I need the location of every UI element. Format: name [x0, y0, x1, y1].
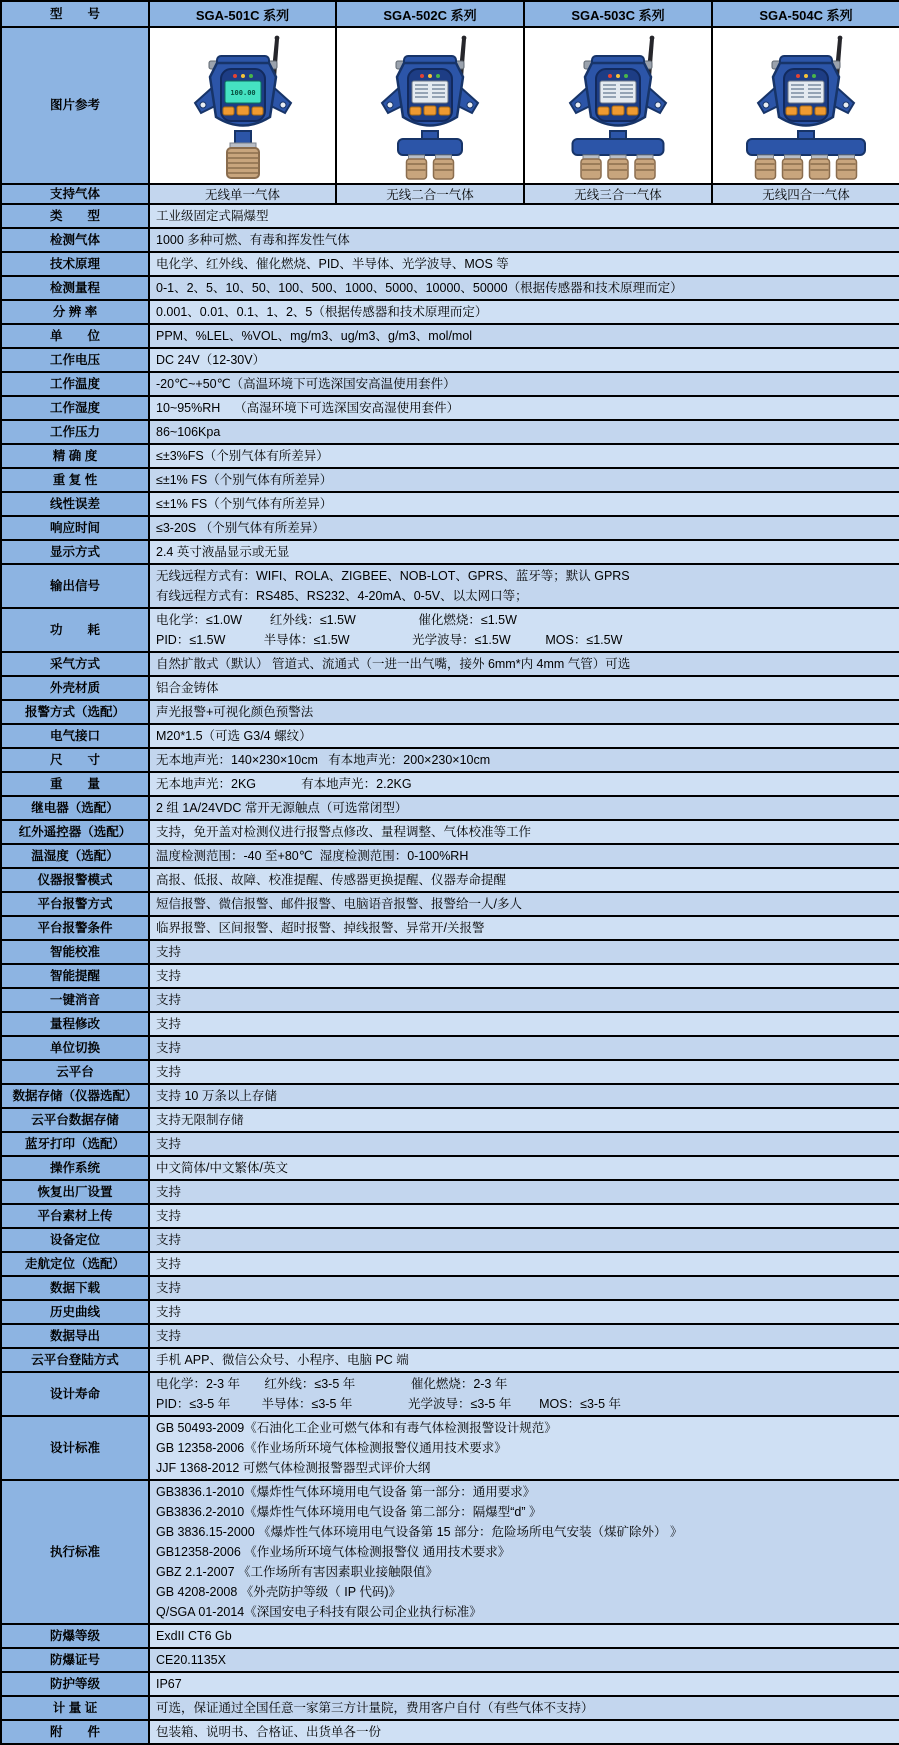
table-row: [1, 1228, 899, 1252]
spec-value: [149, 988, 899, 1012]
spec-value: [149, 772, 899, 796]
spec-label: 工作湿度: [1, 396, 149, 420]
spec-value: [149, 1204, 899, 1228]
spec-label: 走航定位（选配）: [1, 1252, 149, 1276]
gas-detector-4-sensor: [720, 31, 892, 181]
spec-value-line: 1000 多种可燃、有毒和挥发性气体: [156, 233, 350, 247]
spec-value: [149, 1648, 899, 1672]
model-row-label: 型 号: [1, 1, 149, 27]
spec-label: 数据下载: [1, 1276, 149, 1300]
spec-value-line: 支持: [156, 1065, 182, 1079]
spec-label: 重 量: [1, 772, 149, 796]
spec-value-line: ≤±3%FS（个别气体有所差异）: [156, 449, 329, 463]
spec-value-line: 支持: [156, 1185, 182, 1199]
table-row: [1, 1204, 899, 1228]
table-row: [1, 1372, 899, 1416]
model-header: SGA-501C 系列: [149, 1, 336, 27]
spec-label: 执行标准: [1, 1480, 149, 1624]
table-row: [1, 1156, 899, 1180]
spec-value-line: 支持: [156, 1209, 182, 1223]
spec-value: [149, 676, 899, 700]
spec-label: 设计标准: [1, 1416, 149, 1480]
spec-value-line: 支持: [156, 993, 182, 1007]
spec-label: 采气方式: [1, 652, 149, 676]
device-image-cell: [712, 27, 899, 184]
spec-label: 智能校准: [1, 940, 149, 964]
table-row: [1, 652, 899, 676]
spec-value-line: 包装箱、说明书、合格证、出货单各一份: [156, 1725, 382, 1739]
table-row: [1, 608, 899, 652]
model-header: SGA-504C 系列: [712, 1, 899, 27]
spec-value-line: PID：≤1.5W 半导体：≤1.5W 光学波导：≤1.5W MOS：≤1.5W: [156, 633, 623, 647]
spec-value-line: 支持无限制存储: [156, 1113, 244, 1127]
spec-label: 数据导出: [1, 1324, 149, 1348]
spec-value: [149, 1156, 899, 1180]
spec-value: [149, 844, 899, 868]
table-row: [1, 1060, 899, 1084]
table-row: [1, 916, 899, 940]
spec-value-line: GB 50493-2009《石油化工企业可燃气体和有毒气体检测报警设计规范》: [156, 1421, 557, 1435]
table-row: [1, 1132, 899, 1156]
spec-label: 数据存储（仪器选配）: [1, 1084, 149, 1108]
spec-value-line: ≤3-20S （个别气体有所差异）: [156, 521, 325, 535]
spec-label: 响应时间: [1, 516, 149, 540]
spec-value: [149, 1624, 899, 1648]
table-row: [1, 1012, 899, 1036]
spec-label: 报警方式（选配）: [1, 700, 149, 724]
spec-value-line: 工业级固定式隔爆型: [156, 209, 269, 223]
spec-value: [149, 1300, 899, 1324]
spec-value: [149, 1252, 899, 1276]
spec-value-line: CE20.1135X: [156, 1653, 226, 1667]
spec-value-line: 短信报警、微信报警、邮件报警、电脑语音报警、报警给一人/多人: [156, 897, 522, 911]
table-row: [1, 1324, 899, 1348]
spec-label: 云平台数据存储: [1, 1108, 149, 1132]
spec-value-line: GB3836.2-2010《爆炸性气体环境用电气设备 第二部分：隔爆型“d” 》: [156, 1505, 542, 1519]
spec-value: [149, 1180, 899, 1204]
table-row: [1, 564, 899, 608]
spec-value: [149, 1108, 899, 1132]
spec-value-line: 电化学：2-3 年 红外线：≤3-5 年 催化燃烧：2-3 年: [156, 1377, 508, 1391]
spec-value-line: Q/SGA 01-2014《深国安电子科技有限公司企业执行标准》: [156, 1605, 482, 1619]
spec-value: [149, 724, 899, 748]
table-row: [1, 724, 899, 748]
spec-value-line: 10~95%RH （高湿环境下可选深国安高湿使用套件）: [156, 401, 460, 415]
spec-value-line: 有线远程方式有：RS485、RS232、4-20mA、0-5V、以太网口等；: [156, 589, 528, 603]
spec-value-line: 支持: [156, 1233, 182, 1247]
spec-value: [149, 1480, 899, 1624]
table-row: [1, 964, 899, 988]
spec-value: [149, 652, 899, 676]
spec-value-line: 支持 10 万条以上存储: [156, 1089, 277, 1103]
spec-value-line: DC 24V（12-30V）: [156, 353, 266, 367]
supported-gas-row: [1, 184, 899, 204]
spec-value-line: 中文简体/中文繁体/英文: [156, 1161, 288, 1175]
spec-label: 工作压力: [1, 420, 149, 444]
table-row: [1, 1300, 899, 1324]
spec-value: [149, 1672, 899, 1696]
spec-value: [149, 1324, 899, 1348]
spec-value: [149, 228, 899, 252]
spec-value: [149, 1084, 899, 1108]
table-row: [1, 1180, 899, 1204]
model-header-row: [1, 1, 899, 27]
spec-value-line: GBZ 2.1-2007 《工作场所有害因素职业接触限值》: [156, 1565, 438, 1579]
supported-gas-value: 无线三合一气体: [524, 184, 712, 204]
spec-value-line: GB 12358-2006《作业场所环境气体检测报警仪通用技术要求》: [156, 1441, 507, 1455]
table-row: [1, 1084, 899, 1108]
table-row: [1, 1720, 899, 1744]
supported-gas-value: 无线四合一气体: [712, 184, 899, 204]
spec-value-line: 支持: [156, 969, 182, 983]
table-row: [1, 372, 899, 396]
table-row: [1, 844, 899, 868]
spec-value-line: JJF 1368-2012 可燃气体检测报警器型式评价大纲: [156, 1461, 431, 1475]
image-row-label: 图片参考: [1, 27, 149, 184]
spec-label: 显示方式: [1, 540, 149, 564]
spec-label: 一键消音: [1, 988, 149, 1012]
spec-value-line: 铝合金铸体: [156, 681, 219, 695]
spec-value-line: 临界报警、区间报警、超时报警、掉线报警、异常开/关报警: [156, 921, 485, 935]
spec-label: 功 耗: [1, 608, 149, 652]
spec-value: [149, 204, 899, 228]
table-row: [1, 324, 899, 348]
spec-value-line: ExdII CT6 Gb: [156, 1629, 232, 1643]
spec-value-line: 0.001、0.01、0.1、1、2、5（根据传感器和技术原理而定）: [156, 305, 488, 319]
spec-label: 平台报警方式: [1, 892, 149, 916]
table-row: [1, 940, 899, 964]
spec-label: 平台素材上传: [1, 1204, 149, 1228]
spec-label: 分 辨 率: [1, 300, 149, 324]
spec-value: [149, 1132, 899, 1156]
spec-value-line: 支持: [156, 1305, 182, 1319]
spec-label: 设备定位: [1, 1228, 149, 1252]
spec-value-line: 支持: [156, 1137, 182, 1151]
spec-value: [149, 820, 899, 844]
table-row: [1, 772, 899, 796]
gas-detector-1-sensor: [157, 31, 329, 181]
spec-value: [149, 1348, 899, 1372]
spec-label: 温湿度（选配）: [1, 844, 149, 868]
spec-value-line: 手机 APP、微信公众号、小程序、电脑 PC 端: [156, 1353, 409, 1367]
spec-value: [149, 252, 899, 276]
spec-value-line: 高报、低报、故障、校准提醒、传感器更换提醒、仪器寿命提醒: [156, 873, 507, 887]
spec-label: 外壳材质: [1, 676, 149, 700]
spec-value: [149, 444, 899, 468]
table-row: [1, 1348, 899, 1372]
spec-value-line: 无本地声光：2KG 有本地声光：2.2KG: [156, 777, 412, 791]
spec-label: 工作温度: [1, 372, 149, 396]
spec-value: [149, 892, 899, 916]
spec-value-line: 无本地声光：140×230×10cm 有本地声光：200×230×10cm: [156, 753, 491, 767]
image-row: [1, 27, 899, 184]
spec-value: [149, 1276, 899, 1300]
spec-value-line: GB 3836.15-2000 《爆炸性气体环境用电气设备第 15 部分：危险场所电气安装（煤矿除外） 》: [156, 1525, 683, 1539]
table-row: [1, 1252, 899, 1276]
spec-label: 输出信号: [1, 564, 149, 608]
supported-gas-value: 无线二合一气体: [336, 184, 524, 204]
spec-value-line: 支持: [156, 1041, 182, 1055]
device-image-cell: [336, 27, 524, 184]
spec-value-line: 温度检测范围：-40 至+80℃ 湿度检测范围：0-100%RH: [156, 849, 469, 863]
spec-value-line: 无线远程方式有：WIFI、ROLA、ZIGBEE、NOB-LOT、GPRS、蓝牙等；默认 GPRS: [156, 569, 630, 583]
spec-value: [149, 700, 899, 724]
spec-label: 计 量 证: [1, 1696, 149, 1720]
table-row: [1, 1696, 899, 1720]
table-row: [1, 700, 899, 724]
spec-label: 仪器报警模式: [1, 868, 149, 892]
spec-label: 操作系统: [1, 1156, 149, 1180]
spec-label: 技术原理: [1, 252, 149, 276]
table-row: [1, 516, 899, 540]
spec-value-line: ≤±1% FS（个别气体有所差异）: [156, 497, 333, 511]
table-row: [1, 348, 899, 372]
gas-detector-3-sensor: [532, 31, 704, 181]
spec-value-line: 支持: [156, 1017, 182, 1031]
spec-value-line: 支持: [156, 1281, 182, 1295]
spec-value-line: 支持: [156, 945, 182, 959]
spec-value: [149, 940, 899, 964]
spec-label: 防爆证号: [1, 1648, 149, 1672]
spec-label: 恢复出厂设置: [1, 1180, 149, 1204]
spec-value-line: GB 4208-2008 《外壳防护等级（ IP 代码)》: [156, 1585, 401, 1599]
spec-value: [149, 324, 899, 348]
table-row: [1, 204, 899, 228]
spec-label: 单 位: [1, 324, 149, 348]
spec-label: 云平台: [1, 1060, 149, 1084]
spec-label: 检测量程: [1, 276, 149, 300]
spec-value: [149, 796, 899, 820]
gas-detector-2-sensor: [344, 31, 516, 181]
spec-value-line: PPM、%LEL、%VOL、mg/m3、ug/m3、g/m3、mol/mol: [156, 329, 473, 343]
spec-value-line: 支持，免开盖对检测仪进行报警点修改、量程调整、气体校准等工作: [156, 825, 532, 839]
spec-value: [149, 608, 899, 652]
spec-value-line: 声光报警+可视化颜色预警法: [156, 705, 314, 719]
supported-gas-label: 支持气体: [1, 184, 149, 204]
table-row: [1, 1416, 899, 1480]
table-row: [1, 468, 899, 492]
spec-label: 智能提醒: [1, 964, 149, 988]
spec-label: 防护等级: [1, 1672, 149, 1696]
spec-value-line: IP67: [156, 1677, 182, 1691]
table-row: [1, 420, 899, 444]
table-row: [1, 796, 899, 820]
spec-label: 防爆等级: [1, 1624, 149, 1648]
spec-label: 红外遥控器（选配）: [1, 820, 149, 844]
spec-value-line: 支持: [156, 1329, 182, 1343]
spec-value: [149, 420, 899, 444]
spec-value: [149, 372, 899, 396]
table-row: [1, 1276, 899, 1300]
spec-value: [149, 1720, 899, 1744]
spec-value-line: ≤±1% FS（个别气体有所差异）: [156, 473, 333, 487]
spec-value-line: M20*1.5（可选 G3/4 螺纹）: [156, 729, 312, 743]
spec-label: 量程修改: [1, 1012, 149, 1036]
spec-value: [149, 1228, 899, 1252]
spec-label: 线性误差: [1, 492, 149, 516]
table-row: [1, 1672, 899, 1696]
spec-value: [149, 468, 899, 492]
spec-label: 云平台登陆方式: [1, 1348, 149, 1372]
table-row: [1, 252, 899, 276]
spec-label: 设计寿命: [1, 1372, 149, 1416]
table-row: [1, 300, 899, 324]
spec-value: [149, 1036, 899, 1060]
spec-value-line: 可选，保证通过全国任意一家第三方计量院，费用客户自付（有些气体不支持）: [156, 1701, 594, 1715]
spec-label: 继电器（选配）: [1, 796, 149, 820]
spec-value: [149, 1416, 899, 1480]
table-row: [1, 1648, 899, 1672]
svg-text:100.00: 100.00: [229, 88, 256, 97]
spec-value-line: 自然扩散式（默认） 管道式、流通式（一进一出气嘴，接外 6mm*内 4mm 气管）可选: [156, 657, 631, 671]
spec-label: 附 件: [1, 1720, 149, 1744]
spec-label: 历史曲线: [1, 1300, 149, 1324]
device-image-cell: [149, 27, 336, 184]
spec-label: 重 复 性: [1, 468, 149, 492]
table-row: [1, 988, 899, 1012]
table-row: [1, 228, 899, 252]
spec-value: [149, 1012, 899, 1036]
spec-label: 单位切换: [1, 1036, 149, 1060]
spec-value: [149, 348, 899, 372]
model-header: SGA-503C 系列: [524, 1, 712, 27]
table-row: [1, 276, 899, 300]
spec-value: [149, 516, 899, 540]
spec-value-line: 2.4 英寸液晶显示或无显: [156, 545, 290, 559]
spec-value: [149, 748, 899, 772]
spec-label: 检测气体: [1, 228, 149, 252]
spec-value-line: GB3836.1-2010《爆炸性气体环境用电气设备 第一部分：通用要求》: [156, 1485, 536, 1499]
spec-label: 类 型: [1, 204, 149, 228]
spec-value: [149, 964, 899, 988]
spec-label: 尺 寸: [1, 748, 149, 772]
spec-value: [149, 1060, 899, 1084]
spec-value-line: 86~106Kpa: [156, 425, 221, 439]
table-row: [1, 868, 899, 892]
spec-value: [149, 916, 899, 940]
table-row: [1, 1624, 899, 1648]
spec-value: [149, 540, 899, 564]
table-row: [1, 1036, 899, 1060]
spec-label: 蓝牙打印（选配）: [1, 1132, 149, 1156]
device-image-cell: [524, 27, 712, 184]
table-row: [1, 396, 899, 420]
spec-value: [149, 276, 899, 300]
spec-value-line: PID：≤3-5 年 半导体：≤3-5 年 光学波导：≤3-5 年 MOS：≤3-5 年: [156, 1397, 622, 1411]
spec-value: [149, 1372, 899, 1416]
model-header: SGA-502C 系列: [336, 1, 524, 27]
table-row: [1, 676, 899, 700]
table-row: [1, 492, 899, 516]
spec-value-line: GB12358-2006 《作业场所环境气体检测报警仪 通用技术要求》: [156, 1545, 511, 1559]
spec-value-line: 支持: [156, 1257, 182, 1271]
table-row: [1, 540, 899, 564]
spec-label: 平台报警条件: [1, 916, 149, 940]
table-row: [1, 892, 899, 916]
spec-value-line: -20℃~+50℃（高温环境下可选深国安高温使用套件）: [156, 377, 456, 391]
table-row: [1, 1480, 899, 1624]
table-row: [1, 1108, 899, 1132]
spec-value: [149, 300, 899, 324]
spec-value: [149, 396, 899, 420]
table-row: [1, 444, 899, 468]
spec-value-line: 2 组 1A/24VDC 常开无源触点（可选常闭型）: [156, 801, 408, 815]
spec-value-line: 0-1、2、5、10、50、100、500、1000、5000、10000、50000（根据传感器和技术原理而定）: [156, 281, 683, 295]
supported-gas-value: 无线单一气体: [149, 184, 336, 204]
spec-label: 工作电压: [1, 348, 149, 372]
spec-value: [149, 1696, 899, 1720]
spec-value: [149, 492, 899, 516]
spec-value-line: 电化学、红外线、催化燃烧、PID、半导体、光学波导、MOS 等: [156, 257, 509, 271]
spec-label: 精 确 度: [1, 444, 149, 468]
spec-label: 电气接口: [1, 724, 149, 748]
spec-value-line: 电化学：≤1.0W 红外线：≤1.5W 催化燃烧：≤1.5W: [156, 613, 517, 627]
table-row: [1, 748, 899, 772]
spec-value: [149, 564, 899, 608]
spec-value: [149, 868, 899, 892]
table-row: [1, 820, 899, 844]
